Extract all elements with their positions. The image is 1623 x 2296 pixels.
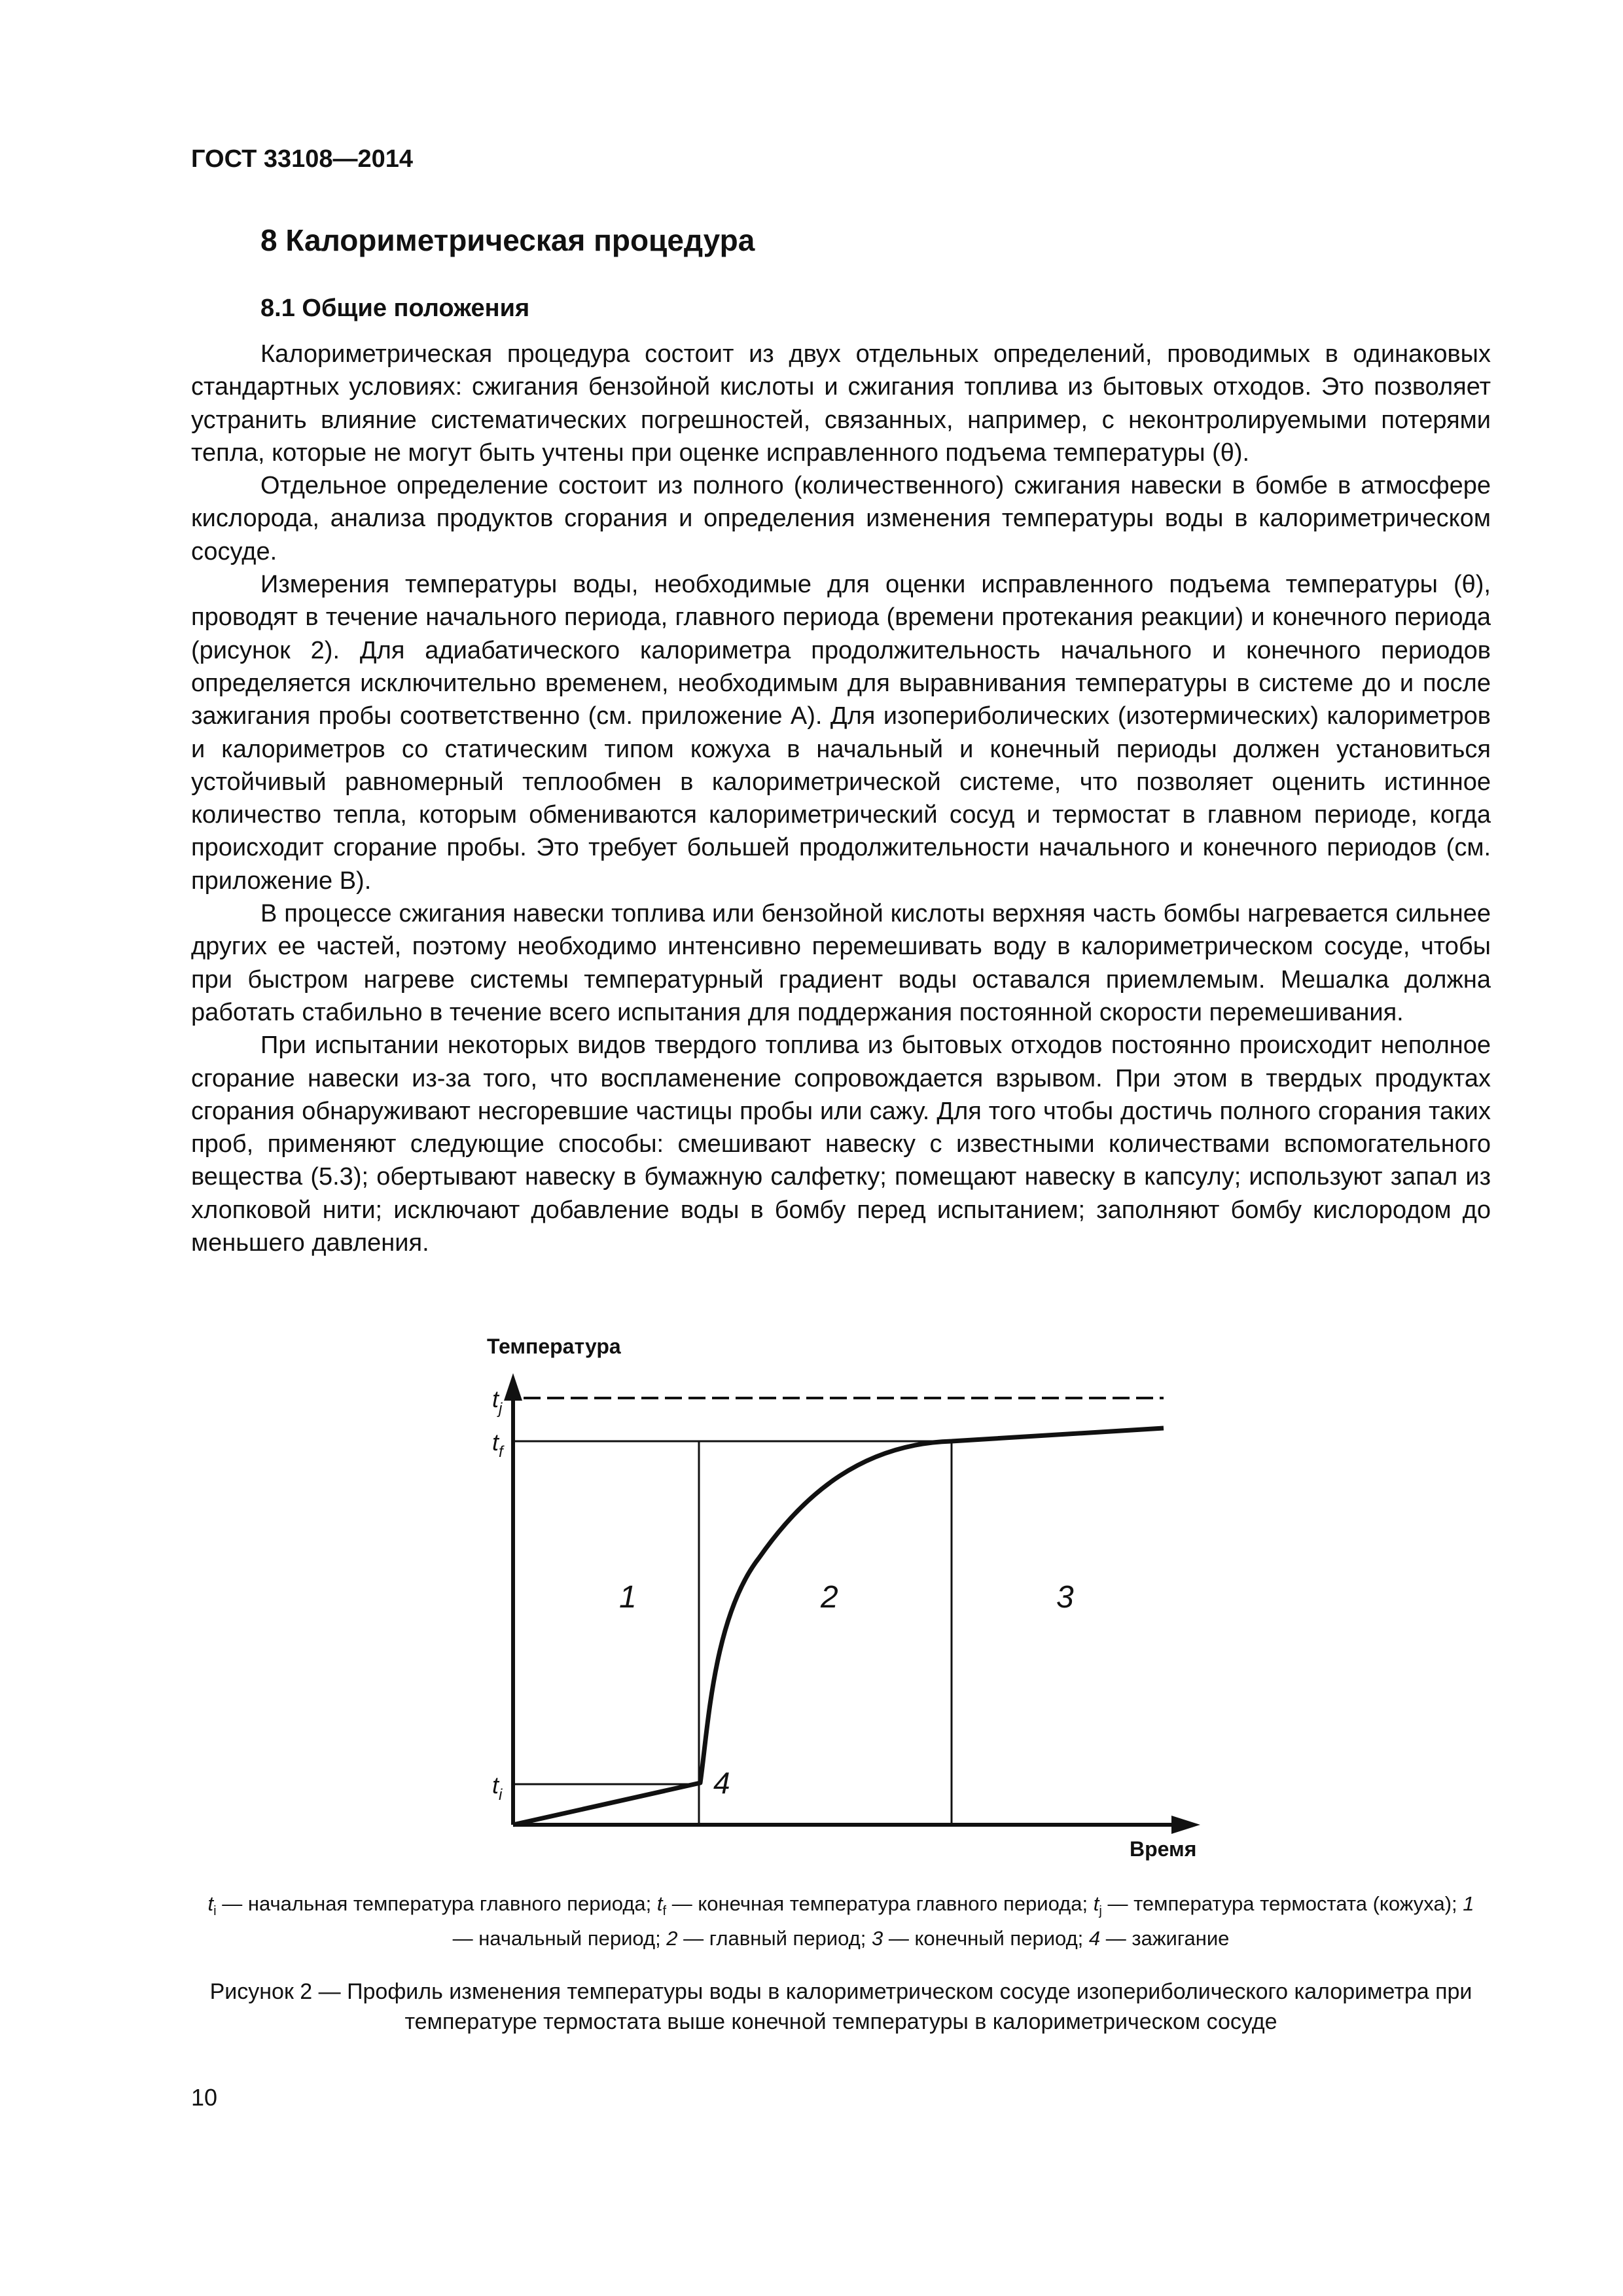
legend-text: — зажигание bbox=[1100, 1927, 1230, 1950]
subsection-title: 8.1 Общие положения bbox=[260, 295, 530, 322]
tj-label: $t_j$ bbox=[492, 1386, 503, 1418]
ti-label: $t_i$ bbox=[492, 1772, 503, 1804]
legend-subscript: j bbox=[1099, 1904, 1102, 1919]
paragraph: При испытании некоторых видов твердого топлива из бытовых отходов постоянно происходит неполное сгорание навески из-за того, что воспламенение сопровождается взрывом. При этом в твердых продуктах сгорания обнаруживают несгоревшие частицы пробы или сажу. Для того чтобы достичь полного сгорания таких проб, применяют следующие способы: смешивают навеску с известными количествами вспомогательного вещества (5.3); обертывают навеску в бумажную салфетку; помещают навеску в капсулу; используют запал из хлопковой нити; исключают добавление воды в бомбу перед испытанием; заполняют бомбу кислородом до меньшего давления. bbox=[191, 1031, 1491, 1257]
legend-text: — начальный период; bbox=[452, 1927, 667, 1950]
paragraph: В процессе сжигания навески топлива или бензойной кислоты верхняя часть бомбы нагревается сильнее других ее частей, поэтому необходимо интенсивно перемешивать воду в калориметрическом сосуде, чтобы при быстром нагреве системы температурный градиент воды оставался приемлемым. Мешалка должна работать стабильно в течение всего испытания для поддержания постоянной скорости перемешивания. bbox=[191, 900, 1491, 1026]
body-text bbox=[191, 338, 1491, 1259]
legend-symbol: t bbox=[207, 1892, 214, 1915]
legend-text: — температура термостата (кожуха); bbox=[1101, 1892, 1463, 1915]
legend-text: — начальная температура главного периода; bbox=[216, 1892, 657, 1915]
document-code: ГОСТ 33108—2014 bbox=[191, 145, 414, 173]
ignition-label: 4 bbox=[713, 1766, 730, 1800]
legend-subscript: i bbox=[213, 1904, 217, 1919]
legend-subscript: f bbox=[662, 1904, 667, 1919]
y-axis-label: Температура bbox=[487, 1335, 621, 1358]
temperature-curve bbox=[513, 1428, 1164, 1825]
legend-symbol: 4 bbox=[1088, 1927, 1101, 1950]
section-title: 8 Калориметрическая процедура bbox=[260, 223, 755, 257]
page-number: 10 bbox=[191, 2084, 218, 2111]
tf-label: $t_f$ bbox=[492, 1429, 503, 1461]
region-label-final: 3 bbox=[1056, 1580, 1074, 1615]
legend-text: — конечная температура главного периода; bbox=[666, 1892, 1094, 1915]
region-label-main: 2 bbox=[821, 1580, 838, 1615]
region-label-initial: 1 bbox=[619, 1580, 637, 1615]
legend-symbol: 3 bbox=[871, 1927, 883, 1950]
paragraph: Отдельное определение состоит из полного (количественного) сжигания навески в бомбе в атмосфере кислорода, анализа продуктов сгорания и определения изменения температуры воды в калориметрическом сосуде. bbox=[191, 472, 1491, 565]
figure-legend bbox=[196, 1890, 1486, 1952]
legend-text: — конечный период; bbox=[883, 1927, 1089, 1950]
paragraph: Измерения температуры воды, необходимые для оценки исправленного подъема температуры (θ), проводят в течение начального периода, главного периода (времени протекания реакции) и конечного периода (рисунок 2). Для адиабатического калориметра продолжительность начального и конечного периодов определяется исключительно временем, необходимым для выравнивания температуры в системе до и после зажигания пробы соответственно (см. приложение А). Для изопериболических (изотермических) калориметров и калориметров со статическим типом кожуха в начальный и конечный периоды должен установиться устойчивый равномерный теплообмен в калориметрической системе, что позволяет оценить истинное количество тепла, которым обмениваются калориметрический сосуд и термостат в главном периоде, когда происходит сгорание пробы. Это требует большей продолжительности начального и конечного периодов (см. приложение В). bbox=[191, 571, 1491, 895]
paragraph: Калориметрическая процедура состоит из двух отдельных определений, проводимых в одинаковых стандартных условиях: сжигания бензойной кислоты и сжигания топлива из бытовых отходов. Это позволяет устранить влияние систематических погрешностей, связанных, например, с неконтролируемыми потерями тепла, которые не могут быть учтены при оценке исправленного подъема температуры (θ). bbox=[191, 340, 1491, 467]
x-axis-label: Время bbox=[1130, 1837, 1197, 1861]
legend-symbol: 2 bbox=[666, 1927, 678, 1950]
legend-text: — главный период; bbox=[677, 1927, 872, 1950]
x-axis-arrow bbox=[1171, 1816, 1200, 1834]
y-axis-arrow bbox=[504, 1373, 522, 1401]
legend-symbol: t bbox=[656, 1892, 663, 1915]
legend-symbol: 1 bbox=[1463, 1892, 1474, 1915]
legend-symbol: t bbox=[1093, 1892, 1099, 1915]
figure-caption: Рисунок 2 — Профиль изменения температуры воды в калориметрическом сосуде изопериболического калориметра при температуре термостата выше конечной температуры в калориметрическом сосуде bbox=[209, 1979, 1472, 2034]
